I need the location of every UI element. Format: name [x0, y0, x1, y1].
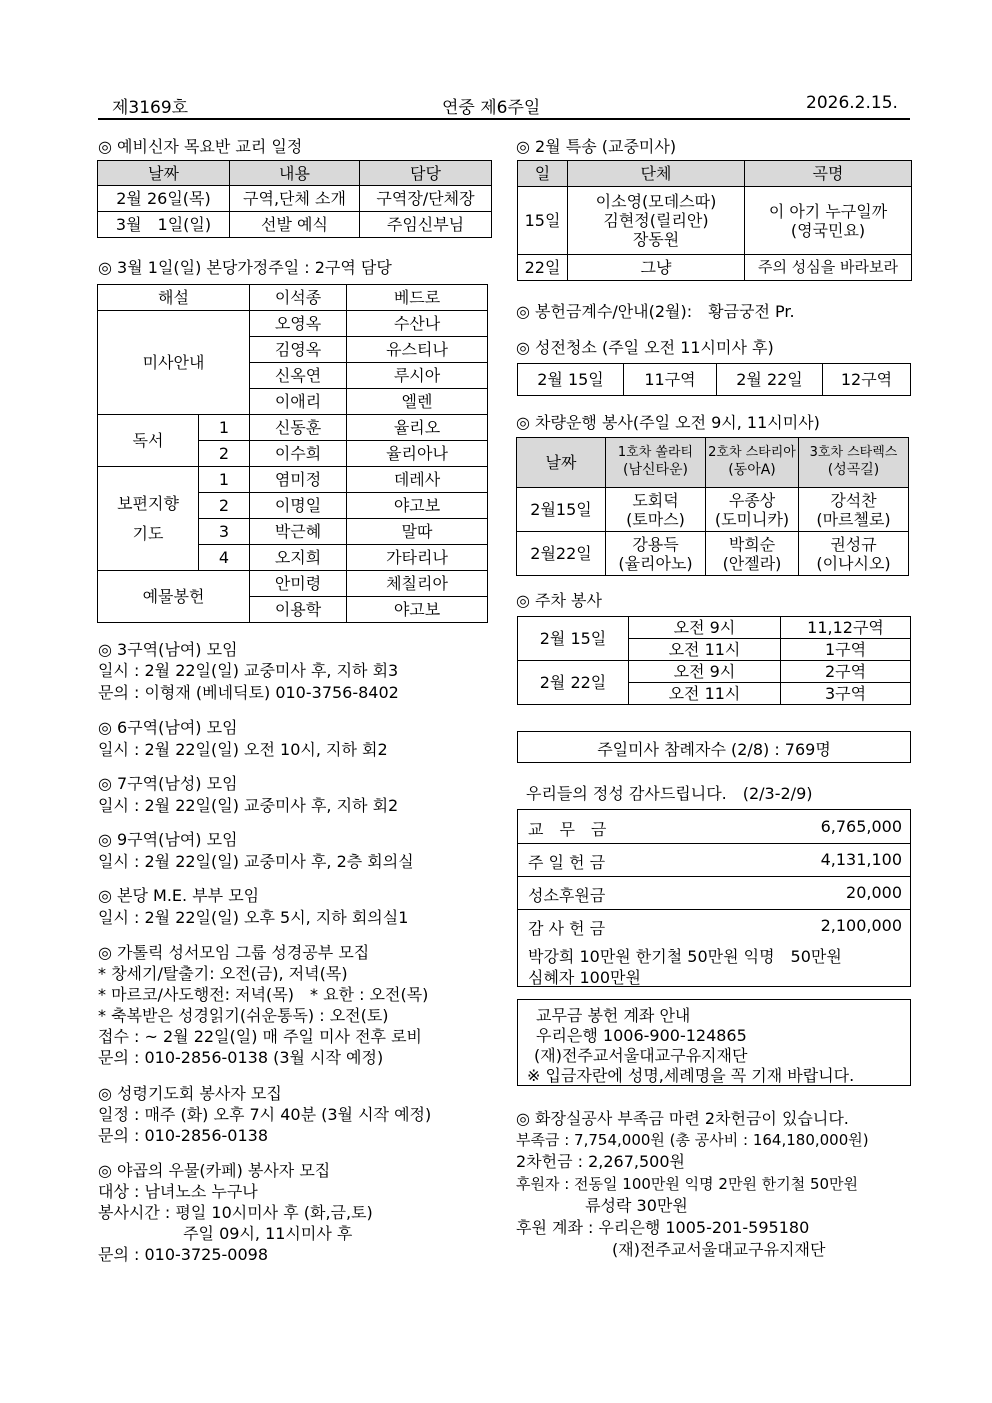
person-name: 이수희 [250, 441, 347, 467]
col-header [706, 438, 799, 488]
role-label: 보편지향 기도 [98, 467, 199, 571]
cleaning-date: 2월 22일 [717, 364, 823, 396]
parking-zone: 1구역 [781, 639, 911, 661]
baptism-name: 베드로 [347, 285, 488, 311]
person-name: 김영옥 [250, 337, 347, 363]
parking-zone: 3구역 [781, 683, 911, 705]
notice-line: 일시 : 2월 22일(일) 교중미사 후, 지하 회3 [98, 661, 399, 680]
order-number: 3 [199, 519, 250, 545]
song-title [745, 187, 912, 255]
role-label: 해설 [98, 285, 250, 311]
driver-baptism: (마르첼로) [816, 509, 891, 529]
vehicle-route: (남신타운) [622, 462, 689, 478]
person-name: 이명일 [250, 493, 347, 519]
thanks-title: 우리들의 정성 감사드립니다. (2/3-2/9) [526, 784, 813, 803]
divider [518, 843, 910, 844]
offering-amount: 4,131,100 [820, 850, 902, 869]
person-name: 오지희 [250, 545, 347, 571]
baptism-name: 유스티나 [347, 337, 488, 363]
order-number: 1 [199, 467, 250, 493]
col-header: 곡명 [745, 161, 912, 187]
notice-line: 대상 : 남녀노소 누구나 [98, 1182, 258, 1201]
role-label: 예물봉헌 [98, 571, 250, 623]
col-header: 일 [518, 161, 568, 187]
col-header: 내용 [230, 161, 360, 186]
col-header: 단체 [568, 161, 745, 187]
baptism-name: 율리오 [347, 415, 488, 441]
special-song-table [517, 160, 912, 281]
person-name: 이석종 [250, 285, 347, 311]
driver [606, 488, 706, 532]
family-sunday-title: ◎ 3월 1일(일) 본당가정주일 : 2구역 담당 [98, 258, 392, 277]
notice-line: 일시 : 2월 22일(일) 교중미사 후, 지하 회2 [98, 796, 399, 815]
vehicle-route: (동아A) [728, 462, 776, 478]
driver-baptism: (안젤라) [722, 553, 782, 573]
notice-line: 일시 : 2월 22일(일) 오전 10시, 지하 회2 [98, 740, 388, 759]
person-name: 오영옥 [250, 311, 347, 337]
cleaning-title: ◎ 성전청소 (주일 오전 11시미사 후) [516, 338, 774, 357]
vehicle-name: 3호차 스타렉스 [809, 445, 898, 460]
vehicle-title: ◎ 차량운행 봉사(주일 오전 9시, 11시미사) [516, 413, 820, 432]
baptism-name: 가타리나 [347, 545, 488, 571]
order-number: 2 [199, 441, 250, 467]
family-sunday-table [97, 284, 488, 623]
notice-title: ◎ 3구역(남여) 모임 [98, 640, 238, 659]
table-cell: 구역,단체 소개 [230, 186, 360, 212]
driver-baptism: (이나시오) [816, 553, 891, 573]
vehicle-name: 2호차 스타리아 [708, 445, 796, 460]
group-member: 이소영(모데스따) [595, 192, 717, 211]
person-name: 이애리 [250, 389, 347, 415]
offering-label: 성소후원금 [528, 886, 606, 905]
order-number: 1 [199, 415, 250, 441]
account-line: 우리은행 1006-900-124865 [536, 1026, 747, 1045]
parking-time: 오전 9시 [629, 617, 781, 639]
cleaning-date: 2월 15일 [518, 364, 624, 396]
parking-title: ◎ 주차 봉사 [516, 591, 602, 610]
parking-zone: 11,12구역 [781, 617, 911, 639]
vehicle-name: 1호차 쏠라티 [617, 445, 694, 460]
offering-label: 감 사 헌 금 [528, 919, 606, 938]
driver-baptism: (율리아노) [618, 553, 693, 573]
parking-table [517, 616, 911, 705]
baptism-name: 루시아 [347, 363, 488, 389]
divider [518, 909, 910, 910]
baptism-name: 말따 [347, 519, 488, 545]
notice-line: * 축복받은 성경읽기(쉬운통독) : 오전(토) [98, 1006, 389, 1025]
notice-title: ◎ 6구역(남여) 모임 [98, 718, 238, 737]
baptism-name: 데레사 [347, 467, 488, 493]
notice-line: 접수 : ~ 2월 22일(일) 매 주일 미사 전후 로비 [98, 1027, 422, 1046]
song-day: 22일 [518, 255, 568, 281]
col-header [799, 438, 909, 488]
person-name: 안미령 [250, 571, 347, 597]
driver-baptism: (도미니카) [714, 509, 790, 529]
notice-line: 부족금 : 7,754,000원 (총 공사비 : 164,180,000원) [516, 1131, 869, 1149]
table-cell: 선발 예식 [230, 212, 360, 238]
offering-amount: 20,000 [846, 883, 902, 902]
divider [518, 876, 910, 877]
order-number: 2 [199, 493, 250, 519]
baptism-name: 야고보 [347, 493, 488, 519]
notice-title: ◎ 성령기도회 봉사자 모집 [98, 1084, 282, 1103]
driver [799, 488, 909, 532]
driver [799, 532, 909, 576]
person-name: 이용학 [250, 597, 347, 623]
col-header: 날짜 [98, 161, 230, 186]
notice-line: 문의 : 010-2856-0138 (3월 시작 예정) [98, 1048, 384, 1067]
song-group: 그냥 [568, 255, 745, 281]
notice-line: 류성락 30만원 [516, 1196, 688, 1215]
driver-name: 박희순 [728, 534, 776, 554]
donor-line: 박강희 10만원 한기철 50만원 익명 50만원 [528, 947, 842, 966]
notice-line: 2차헌금 : 2,267,500원 [516, 1152, 685, 1171]
notice-line: 후원 계좌 : 우리은행 1005-201-595180 [516, 1218, 810, 1237]
baptism-name: 엘렌 [347, 389, 488, 415]
song-day: 15일 [518, 187, 568, 255]
driver [706, 532, 799, 576]
notice-title: ◎ 가톨릭 성서모임 그룹 성경공부 모집 [98, 943, 370, 962]
notice-line: 일정 : 매주 (화) 오후 7시 40분 (3월 시작 예정) [98, 1105, 432, 1124]
thanks-box [517, 809, 911, 987]
notice-title: ◎ 9구역(남여) 모임 [98, 830, 238, 849]
cleaning-zone: 11구역 [624, 364, 717, 396]
account-line: 교무금 봉헌 계좌 안내 [536, 1006, 691, 1025]
driver-name: 강석찬 [830, 490, 877, 510]
notice-line: 후원자 : 전동일 100만원 익명 2만원 한기철 50만원 [516, 1175, 859, 1193]
cleaning-table [517, 363, 911, 396]
driver-name: 권성규 [830, 534, 877, 554]
table-cell: 2월 26일(목) [98, 186, 230, 212]
baptism-name: 수산나 [347, 311, 488, 337]
table-cell: 3월 1일(일) [98, 212, 230, 238]
week-title: 연중 제6주일 [442, 98, 541, 118]
driver-baptism: (토마스) [626, 509, 685, 529]
account-box [517, 999, 911, 1086]
group-member: 장동원 [632, 230, 680, 249]
catechumen-title: ◎ 예비신자 목요반 교리 일정 [98, 137, 303, 156]
group-member: 김현정(릴리안) [603, 211, 709, 230]
parking-time: 오전 11시 [629, 683, 781, 705]
person-name: 신동훈 [250, 415, 347, 441]
notice-line: 봉사시간 : 평일 10시미사 후 (화,금,토) [98, 1203, 373, 1222]
col-header: 날짜 [517, 438, 606, 488]
driver-name: 강용득 [632, 534, 679, 554]
baptism-name: 율리아나 [347, 441, 488, 467]
parking-date: 2월 15일 [518, 617, 629, 661]
baptism-name: 야고보 [347, 597, 488, 623]
attendance-text: 주일미사 참례자수 (2/8) : 769명 [597, 740, 831, 759]
notice-line: 주일 09시, 11시미사 후 [98, 1224, 353, 1243]
notice-line: 문의 : 010-2856-0138 [98, 1126, 268, 1145]
role-label: 미사안내 [98, 311, 250, 415]
notice-line: 문의 : 010-3725-0098 [98, 1245, 268, 1264]
notice-title: ◎ 7구역(남성) 모임 [98, 774, 238, 793]
driver [606, 532, 706, 576]
parking-date: 2월 22일 [518, 661, 629, 705]
role-label: 독서 [98, 415, 199, 467]
table-cell: 구역장/단체장 [360, 186, 492, 212]
person-name: 염미정 [250, 467, 347, 493]
song-origin: (영국민요) [790, 220, 866, 240]
table-cell: 주임신부님 [360, 212, 492, 238]
notice-title: ◎ 야곱의 우물(카페) 봉사자 모집 [98, 1161, 331, 1180]
notice-line: * 창세기/탈출기: 오전(금), 저녁(목) [98, 964, 348, 983]
notice-title: ◎ 화장실공사 부족금 마련 2차헌금이 있습니다. [516, 1109, 849, 1128]
song-group [568, 187, 745, 255]
offering-amount: 2,100,000 [820, 916, 902, 935]
notice-line: 일시 : 2월 22일(일) 교중미사 후, 2층 회의실 [98, 852, 414, 871]
donor-line: 심혜자 100만원 [528, 968, 641, 987]
person-name: 신옥연 [250, 363, 347, 389]
song-title: 주의 성심을 바라보라 [745, 255, 912, 281]
notice-line: 문의 : 이형재 (베네딕토) 010-3756-8402 [98, 683, 399, 702]
header-divider [98, 118, 910, 120]
vehicle-date: 2월22일 [517, 532, 606, 576]
parking-time: 오전 11시 [629, 639, 781, 661]
offering-label: 교 무 금 [528, 820, 607, 839]
vehicle-table [516, 437, 909, 576]
col-header: 담당 [360, 161, 492, 186]
notice-line: * 마르코/사도행전: 저녁(목) * 요한 : 오전(목) [98, 985, 429, 1004]
account-line: (재)전주교서울대교구유지재단 [534, 1046, 748, 1065]
catechumen-table [97, 160, 492, 238]
offering-count-notice: ◎ 봉헌금계수/안내(2월): 황금궁전 Pr. [516, 302, 795, 321]
account-line: ※ 입금자란에 성명,세례명을 꼭 기재 바랍니다. [527, 1066, 855, 1085]
baptism-name: 체칠리아 [347, 571, 488, 597]
offering-label: 주 일 헌 금 [528, 853, 606, 872]
issue-date: 2026.2.15. [806, 93, 898, 113]
vehicle-date: 2월15일 [517, 488, 606, 532]
offering-amount: 6,765,000 [820, 817, 902, 836]
special-song-title: ◎ 2월 특송 (교중미사) [516, 137, 677, 156]
driver [706, 488, 799, 532]
vehicle-route: (성곡길) [827, 462, 880, 478]
issue-number: 제3169호 [112, 98, 189, 118]
parking-zone: 2구역 [781, 661, 911, 683]
driver-name: 우종상 [728, 490, 776, 510]
person-name: 박근혜 [250, 519, 347, 545]
order-number: 4 [199, 545, 250, 571]
col-header [606, 438, 706, 488]
parking-time: 오전 9시 [629, 661, 781, 683]
notice-line: (재)전주교서울대교구유지재단 [516, 1240, 826, 1259]
notice-line: 일시 : 2월 22일(일) 오후 5시, 지하 회의실1 [98, 908, 409, 927]
notice-title: ◎ 본당 M.E. 부부 모임 [98, 886, 260, 905]
attendance-box [517, 731, 911, 763]
driver-name: 도회덕 [632, 490, 679, 510]
cleaning-zone: 12구역 [823, 364, 911, 396]
song-name: 이 아기 누구일까 [768, 201, 888, 221]
